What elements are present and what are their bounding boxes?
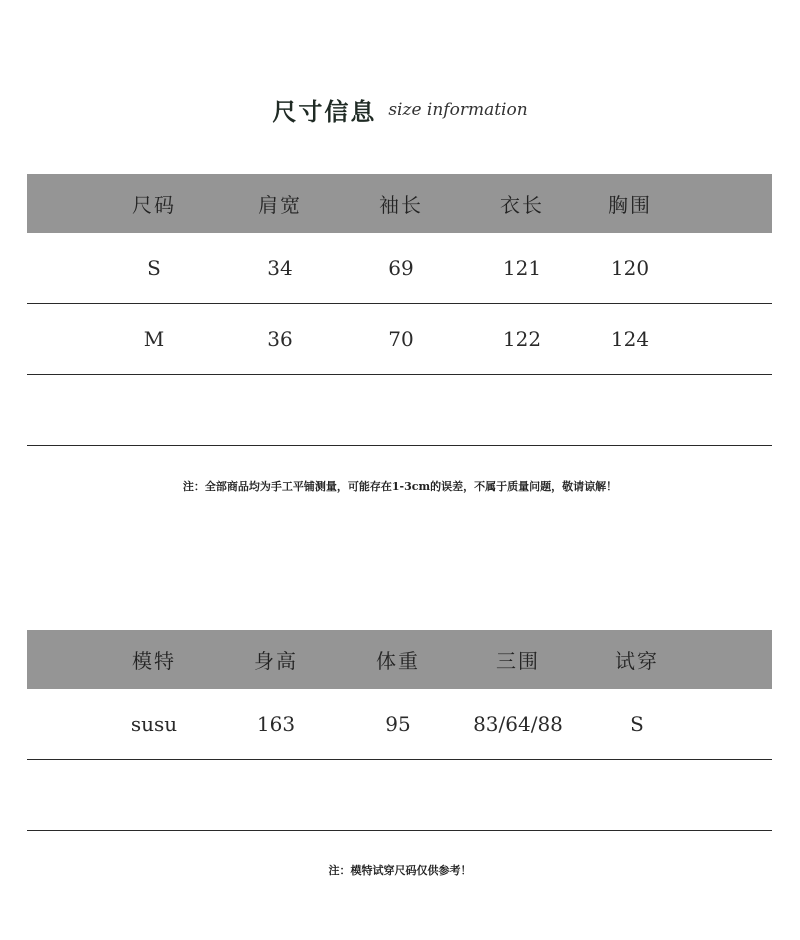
table-row-empty: [27, 375, 772, 446]
page-title: [0, 92, 800, 127]
table-cell: 121: [502, 256, 542, 280]
header-chest: 胸围: [608, 193, 652, 217]
table-cell: 120: [610, 256, 650, 280]
model-table-header: [27, 630, 772, 689]
table-cell: 163: [256, 712, 296, 736]
table-cell: S: [630, 712, 644, 736]
table-cell: M: [143, 327, 165, 351]
header-size: 尺码: [132, 193, 176, 217]
model-table: [27, 630, 772, 831]
size-table-header: [27, 174, 772, 233]
table-row: [27, 233, 772, 304]
header-measurements: 三围: [496, 649, 540, 673]
size-note: 注：全部商品均为手工平铺测量，可能存在1-3cm的误差，不属于质量问题，敬请谅解！: [182, 480, 618, 493]
header-weight: 体重: [376, 649, 420, 673]
table-cell: S: [147, 256, 161, 280]
table-cell: 34: [267, 256, 293, 280]
header-try-on-size: 试穿: [615, 649, 659, 673]
title-english: size information: [388, 99, 528, 120]
table-cell: 70: [388, 327, 414, 351]
header-garment-length: 衣长: [500, 193, 544, 217]
size-table: [27, 174, 772, 446]
table-row: [27, 689, 772, 760]
table-cell: 95: [385, 712, 411, 736]
table-cell: susu: [130, 712, 178, 736]
header-height: 身高: [254, 649, 298, 673]
table-cell: 124: [610, 327, 650, 351]
header-shoulder-width: 肩宽: [258, 193, 302, 217]
title-chinese: 尺寸信息: [272, 97, 377, 126]
model-note: 注：模特试穿尺码仅供参考！: [328, 864, 472, 877]
table-row-empty: [27, 760, 772, 831]
header-model: 模特: [132, 649, 176, 673]
table-cell: 36: [267, 327, 293, 351]
table-cell: 122: [502, 327, 542, 351]
table-row: [27, 304, 772, 375]
table-cell: 83/64/88: [473, 712, 563, 736]
table-cell: 69: [388, 256, 414, 280]
header-sleeve-length: 袖长: [379, 193, 423, 217]
